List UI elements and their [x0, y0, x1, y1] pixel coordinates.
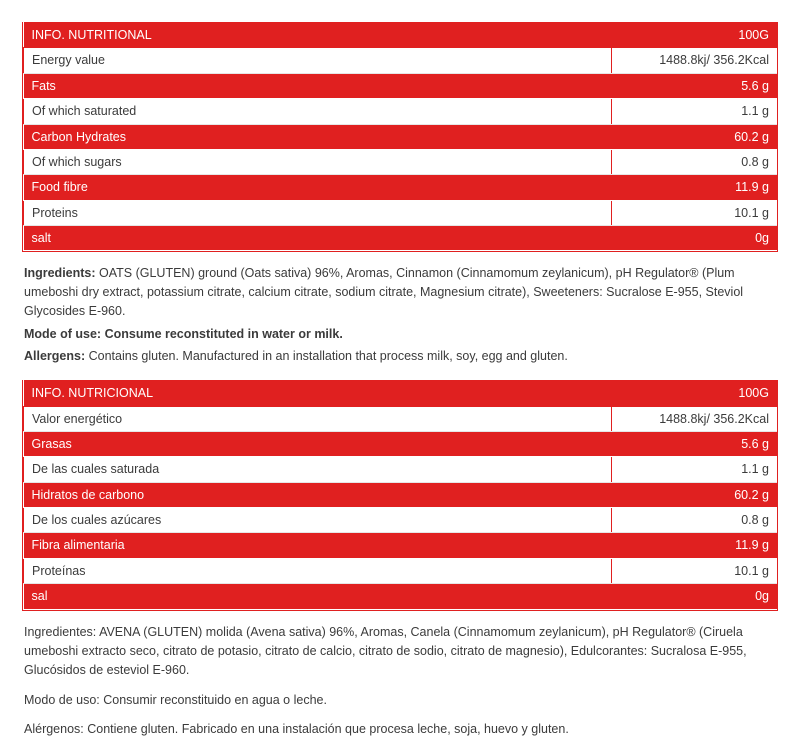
row-value: 0g [611, 226, 777, 251]
ingredients-label: Ingredientes: [24, 625, 96, 639]
english-notes [22, 252, 778, 374]
allergens-paragraph-english [24, 347, 776, 366]
row-value: 11.9 g [611, 175, 777, 200]
row-value: 60.2 g [611, 124, 777, 149]
row-value: 1488.8kj/ 356.2Kcal [611, 48, 777, 73]
row-label: Energy value [24, 48, 612, 73]
ingredients-paragraph-english [24, 264, 776, 320]
row-value: 0.8 g [611, 508, 777, 533]
table-header-label: INFO. NUTRITIONAL [24, 23, 612, 48]
row-value: 5.6 g [611, 431, 777, 456]
ingredients-text: AVENA (GLUTEN) molida (Avena sativa) 96%, Aromas, Canela (Cinnamomum zeylanicum), pH Regulator® (Ciruela umeboshi extracto seco, citrato de potasio, citrato de calcio, citrato de sodio, citrato de magnesio), Edulcorantes: Sucralosa E-955, Glucósidos de esteviol E-960. [24, 625, 747, 678]
ingredients-label: Ingredients: [24, 266, 96, 280]
row-value: 10.1 g [611, 200, 777, 225]
table-header-row [24, 23, 778, 48]
row-value: 60.2 g [611, 482, 777, 507]
row-value: 1488.8kj/ 356.2Kcal [611, 406, 777, 431]
mode-label: Mode of use: [24, 327, 101, 341]
table-row [24, 73, 778, 98]
table-row [24, 149, 778, 174]
ingredients-text: OATS (GLUTEN) ground (Oats sativa) 96%, Aromas, Cinnamon (Cinnamomum zeylanicum), pH Regulator® (Plum umeboshi dry extract, potassium citrate, calcium citrate, sodium citrate, Magnesium citrate), Sweeteners: Sucralose E-955, Steviol Glycosides E-960. [24, 266, 743, 318]
table-row [24, 584, 778, 609]
row-value: 0g [611, 584, 777, 609]
row-label: salt [24, 226, 612, 251]
table-row [24, 99, 778, 124]
row-label: Proteins [24, 200, 612, 225]
row-label: De los cuales azúcares [24, 508, 612, 533]
table-header-row [24, 381, 778, 406]
row-label: Of which saturated [24, 99, 612, 124]
allergens-text: Contains gluten. Manufactured in an installation that process milk, soy, egg and gluten. [85, 349, 568, 363]
mode-paragraph-spanish [24, 691, 776, 710]
allergens-text: Contiene gluten. Fabricado en una instalación que procesa leche, soja, huevo y gluten. [84, 722, 569, 736]
ingredients-paragraph-spanish [24, 623, 776, 681]
row-label: sal [24, 584, 612, 609]
mode-text: Consume reconstituted in water or milk. [101, 327, 343, 341]
table-header-value: 100G [611, 23, 777, 48]
allergens-label: Alérgenos: [24, 722, 84, 736]
table-row [24, 124, 778, 149]
row-label: Of which sugars [24, 149, 612, 174]
table-row [24, 533, 778, 558]
row-label: Valor energético [24, 406, 612, 431]
mode-paragraph-english [24, 325, 776, 344]
row-value: 0.8 g [611, 149, 777, 174]
table-row [24, 558, 778, 583]
mode-text: Consumir reconstituido en agua o leche. [100, 693, 327, 707]
table-row [24, 482, 778, 507]
row-label: Fats [24, 73, 612, 98]
table-header-value: 100G [611, 381, 777, 406]
spanish-notes [22, 611, 778, 739]
nutrition-table-english-wrapper [22, 22, 778, 252]
table-row [24, 406, 778, 431]
row-label: Grasas [24, 431, 612, 456]
row-value: 11.9 g [611, 533, 777, 558]
table-row [24, 200, 778, 225]
allergens-label: Allergens: [24, 349, 85, 363]
row-value: 1.1 g [611, 457, 777, 482]
row-value: 10.1 g [611, 558, 777, 583]
row-label: Proteínas [24, 558, 612, 583]
table-row [24, 48, 778, 73]
row-label: Food fibre [24, 175, 612, 200]
mode-label: Modo de uso: [24, 693, 100, 707]
table-row [24, 508, 778, 533]
nutrition-table-spanish [23, 380, 777, 609]
table-row [24, 175, 778, 200]
row-label: De las cuales saturada [24, 457, 612, 482]
nutrition-table-english [23, 22, 777, 251]
row-label: Fibra alimentaria [24, 533, 612, 558]
row-label: Hidratos de carbono [24, 482, 612, 507]
nutrition-table-spanish-wrapper [22, 380, 778, 610]
row-value: 5.6 g [611, 73, 777, 98]
table-row [24, 431, 778, 456]
allergens-paragraph-spanish [24, 720, 776, 739]
row-value: 1.1 g [611, 99, 777, 124]
table-row [24, 457, 778, 482]
row-label: Carbon Hydrates [24, 124, 612, 149]
table-row [24, 226, 778, 251]
table-header-label: INFO. NUTRICIONAL [24, 381, 612, 406]
